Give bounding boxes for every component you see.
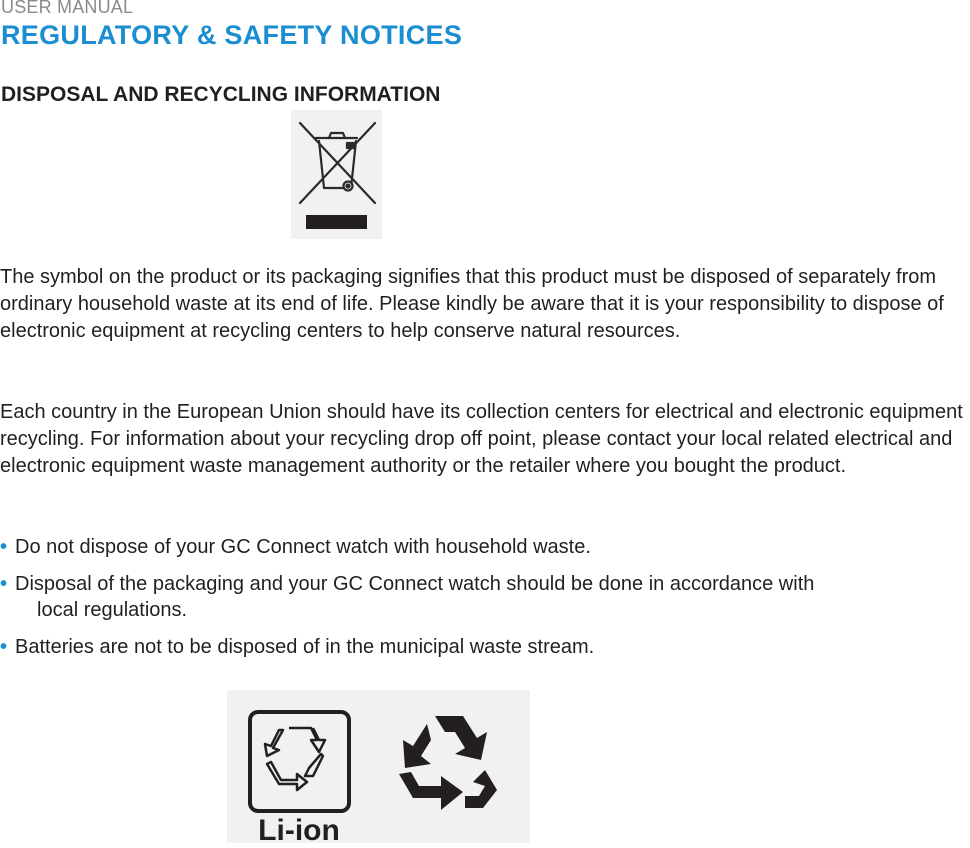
- bullet-dot: •: [0, 536, 8, 558]
- recycling-symbols: [227, 690, 530, 843]
- section-heading: DISPOSAL AND RECYCLING INFORMATION: [1, 83, 441, 106]
- list-item: [0, 634, 960, 660]
- bullet-text: Do not dispose of your GC Connect watch with household waste.: [15, 536, 591, 558]
- bullet-text: Batteries are not to be disposed of in the municipal waste stream.: [15, 636, 595, 658]
- paragraph-eu-collection: Each country in the European Union should have its collection centers for electrical and electronic equipment recycling. For information about your recycling drop off point, please contact your local related electrical and electronic equipment waste management authority or the retailer where you bought the product.: [0, 401, 963, 477]
- document-header-label: USER MANUAL: [1, 0, 134, 17]
- weee-symbol: [291, 110, 382, 239]
- list-item: [0, 571, 960, 623]
- bullet-dot: •: [0, 636, 8, 658]
- page-title: REGULATORY & SAFETY NOTICES: [1, 20, 463, 50]
- paragraph-disposal-symbol: The symbol on the product or its packaging signifies that this product must be disposed of separately from ordinary household waste at its end of life. Please kindly be aware that it is your responsibility to dispose of electronic equipment at recycling centers to help conserve natural resources.: [0, 266, 944, 342]
- bullet-text-continuation: local regulations.: [37, 599, 188, 621]
- recycle-li-ion-icon: [250, 712, 349, 843]
- bullet-dot: •: [0, 573, 8, 595]
- recycle-icon: [399, 716, 497, 810]
- disposal-bullet-list: [0, 534, 960, 660]
- bullet-text: Disposal of the packaging and your GC Connect watch should be done in accordance with: [15, 573, 815, 595]
- list-item: [0, 534, 960, 560]
- li-ion-label: Li-ion: [258, 814, 340, 843]
- crossed-out-wheelie-bin-icon: [291, 110, 382, 239]
